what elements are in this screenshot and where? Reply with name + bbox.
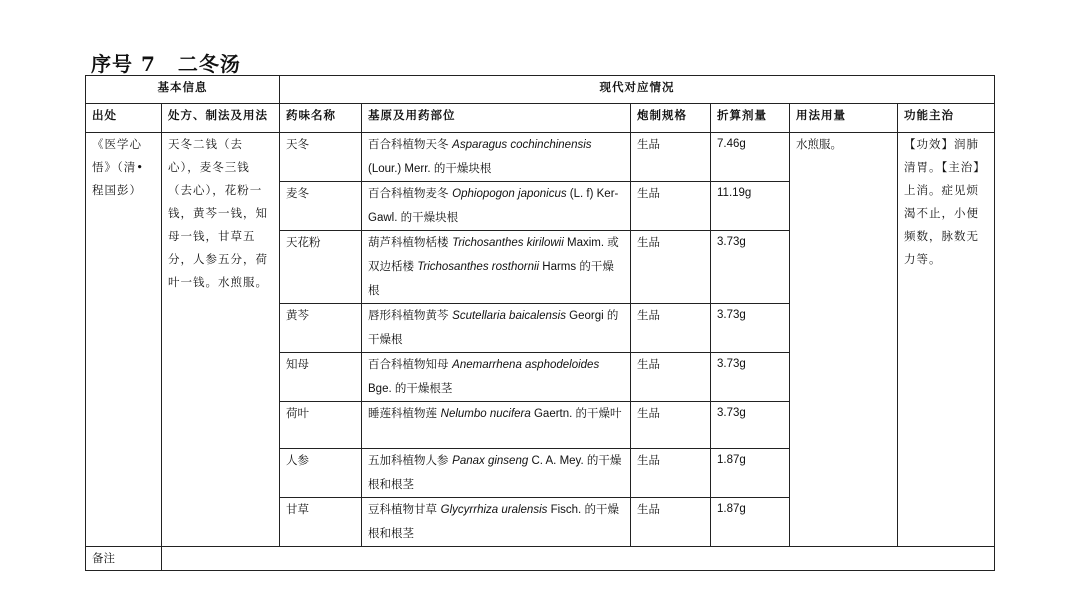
herb-processing: 生品: [631, 449, 711, 498]
herb-dose: 7.46g: [711, 133, 790, 182]
herb-dose: 3.73g: [711, 304, 790, 353]
herb-origin: 唇形科植物黄芩 Scutellaria baicalensis Georgi 的干燥根: [362, 304, 631, 353]
herb-name: 天花粉: [280, 231, 362, 304]
notes-label: 备注: [86, 547, 162, 571]
document-title: [91, 48, 241, 77]
col-header-origin: 基原及用药部位: [362, 104, 631, 133]
herb-name: 麦冬: [280, 182, 362, 231]
herb-origin: 葫芦科植物栝楼 Trichosanthes kirilowii Maxim. 或双边栝楼 Trichosanthes rosthornii Harms 的干燥根: [362, 231, 631, 304]
herb-dose: 3.73g: [711, 353, 790, 402]
herb-origin: 百合科植物麦冬 Ophiopogon japonicus (L. f) Ker-Gawl. 的干燥块根: [362, 182, 631, 231]
function-cell: 【功效】润肺清胃。【主治】上消。症见烦渴不止，小便频数，脉数无力等。: [898, 133, 995, 547]
source-cell: 《医学心悟》（清•程国彭）: [86, 133, 162, 547]
herb-origin: 睡莲科植物莲 Nelumbo nucifera Gaertn. 的干燥叶: [362, 402, 631, 449]
herb-name: 甘草: [280, 498, 362, 547]
col-header-dose: 折算剂量: [711, 104, 790, 133]
usage-cell: 水煎服。: [790, 133, 898, 547]
header-basic-info: 基本信息: [86, 76, 280, 104]
herb-origin: 百合科植物知母 Anemarrhena asphodeloides Bge. 的干燥根茎: [362, 353, 631, 402]
header-modern: 现代对应情况: [280, 76, 995, 104]
herb-dose: 3.73g: [711, 231, 790, 304]
herb-processing: 生品: [631, 498, 711, 547]
herb-name: 知母: [280, 353, 362, 402]
herb-processing: 生品: [631, 353, 711, 402]
herb-processing: 生品: [631, 182, 711, 231]
herb-origin: 百合科植物天冬 Asparagus cochinchinensis (Lour.) Merr. 的干燥块根: [362, 133, 631, 182]
col-header-source: 出处: [86, 104, 162, 133]
formula-table: [85, 75, 995, 571]
herb-name: 荷叶: [280, 402, 362, 449]
col-header-processing: 炮制规格: [631, 104, 711, 133]
herb-dose: 1.87g: [711, 449, 790, 498]
herb-processing: 生品: [631, 402, 711, 449]
herb-processing: 生品: [631, 231, 711, 304]
herb-dose: 3.73g: [711, 402, 790, 449]
herb-name: 天冬: [280, 133, 362, 182]
herb-name: 人参: [280, 449, 362, 498]
col-header-herb: 药味名称: [280, 104, 362, 133]
column-header-row: [86, 104, 995, 133]
notes-value: [162, 547, 995, 571]
herb-dose: 1.87g: [711, 498, 790, 547]
notes-row: [86, 547, 995, 571]
herb-dose: 11.19g: [711, 182, 790, 231]
col-header-recipe: 处方、制法及用法: [162, 104, 280, 133]
herb-processing: 生品: [631, 304, 711, 353]
herb-origin: 豆科植物甘草 Glycyrrhiza uralensis Fisch. 的干燥根和根茎: [362, 498, 631, 547]
herb-name: 黄芩: [280, 304, 362, 353]
table-row: [86, 133, 995, 182]
col-header-function: 功能主治: [898, 104, 995, 133]
formula-number: 序号 7: [91, 52, 156, 76]
herb-processing: 生品: [631, 133, 711, 182]
herb-origin: 五加科植物人参 Panax ginseng C. A. Mey. 的干燥根和根茎: [362, 449, 631, 498]
recipe-cell: 天冬二钱（去心），麦冬三钱（去心），花粉一钱，黄芩一钱，知母一钱，甘草五分，人参五分，荷叶一钱。水煎服。: [162, 133, 280, 547]
header-group-row: [86, 76, 995, 104]
formula-name: 二冬汤: [177, 52, 241, 76]
col-header-usage: 用法用量: [790, 104, 898, 133]
